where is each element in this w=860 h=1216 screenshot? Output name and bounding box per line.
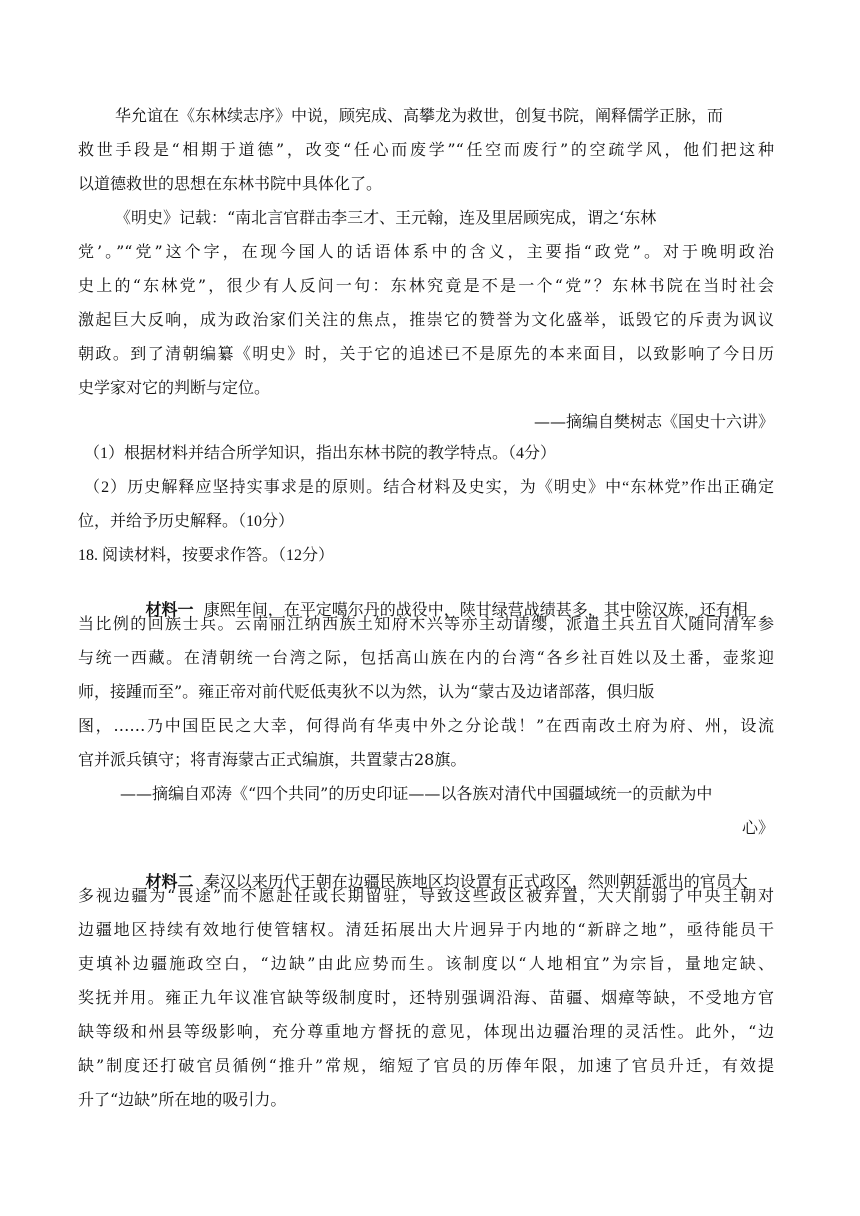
text-line: 图，……乃中国臣民之大幸，何得尚有华夷中外之分论哉！”在西南改土府为府、州，设流: [78, 716, 774, 735]
text-line: （2）历史解释应坚持实事求是的原则。结合材料及史实，为《明史》中“东林党”作出正确定: [84, 479, 774, 496]
text-line: 秦汉以来历代王朝在边疆民族地区均设置有正式政区，然则朝廷派出的官员大: [203, 872, 748, 891]
text-line: 奖抚并用。雍正九年议准官缺等级制度时，还特别强调沿海、苗疆、烟瘴等缺，不受地方官: [78, 988, 774, 1007]
text-line: 师，接踵而至”。雍正帝对前代贬低夷狄不以为然，认为“蒙古及边诸部落，俱归版: [78, 682, 655, 701]
source-citation: ——摘编自樊树志《国史十六讲》: [533, 412, 774, 431]
text-line: 缺等级和州县等级影响，充分尊重地方督抚的意见，体现出边疆治理的灵活性。此外，“边: [78, 1022, 774, 1041]
text-line: 官并派兵镇守；将青海蒙古正式编旗，共置蒙古28旗。: [78, 750, 467, 769]
text-line: 救世手段是“相期于道德”，改变“任心而废学”“任空而废行”的空疏学风，他们把这种: [78, 140, 774, 159]
text-line: 激起巨大反响，成为政治家们关注的焦点，推崇它的赞誉为文化盛举，诋毁它的斥责为讽议: [78, 310, 774, 329]
text-line: 位，并给予历史解释。（10分）: [78, 513, 295, 530]
text-line: 华允谊在《东林续志序》中说，顾宪成、高攀龙为救世，创复书院，阐释儒学正脉，而: [115, 106, 724, 125]
text-line: 《明史》记载：“南北言官群击李三才、王元翰，连及里居顾宪成，谓之‘东林: [115, 208, 657, 227]
question-18-heading: 18. 阅读材料，按要求作答。（12分）: [78, 547, 335, 564]
text-line: 升了“边缺”所在地的吸引力。: [78, 1090, 287, 1109]
text-line: 缺”制度还打破官员循例“推升”常规，缩短了官员的历俸年限，加速了官员升迁，有效提: [78, 1056, 774, 1075]
text-line: 边疆地区持续有效地行使管辖权。清廷拓展出大片迥异于内地的“新辟之地”，亟待能员干: [78, 920, 774, 939]
question-17-1: （1）根据材料并结合所学知识，指出东林书院的教学特点。（4分）: [84, 445, 557, 462]
text-line: 心》: [741, 818, 774, 837]
material-label: 材料二: [145, 872, 194, 891]
text-line: 以道德救世的思想在东林书院中具体化了。: [78, 174, 383, 193]
text-line: ——摘编自邓涛《“四个共同”的历史印证——以各族对清代中国疆域统一的贡献为中: [120, 784, 713, 803]
text-line: 党’。”“党”这个字，在现今国人的话语体系中的含义，主要指“政党”。对于晚明政治: [78, 242, 774, 261]
text-line: 史上的“东林党”，很少有人反问一句：东林究竟是不是一个“党”？东林书院在当时社会: [78, 276, 774, 295]
text-line: 吏填补边疆施政空白，“边缺”由此应势而生。该制度以“人地相宜”为宗旨，量地定缺、: [78, 954, 774, 973]
text-line: 与统一西藏。在清朝统一台湾之际，包括高山族在内的台湾“各乡社百姓以及土番，壶浆迎: [78, 648, 774, 667]
text-line: 康熙年间，在平定噶尔丹的战役中，陕甘绿营战绩甚多，其中除汉族，还有相: [203, 600, 748, 619]
text-line: 多视边疆为“畏途”而不愿赴任或长期留驻，导致这些政区被弃置，大大削弱了中央王朝对: [78, 886, 774, 905]
text-line: 当比例的回族士兵。云南丽江纳西族土知府木兴等亦主动请缨，派遣土兵五百人随同清军参: [78, 614, 774, 633]
material-label: 材料一: [145, 600, 194, 619]
text-line: 史学家对它的判断与定位。: [78, 378, 271, 397]
text-line: 朝政。到了清朝编纂《明史》时，关于它的追述已不是原先的本来面目，以致影响了今日历: [78, 344, 774, 363]
